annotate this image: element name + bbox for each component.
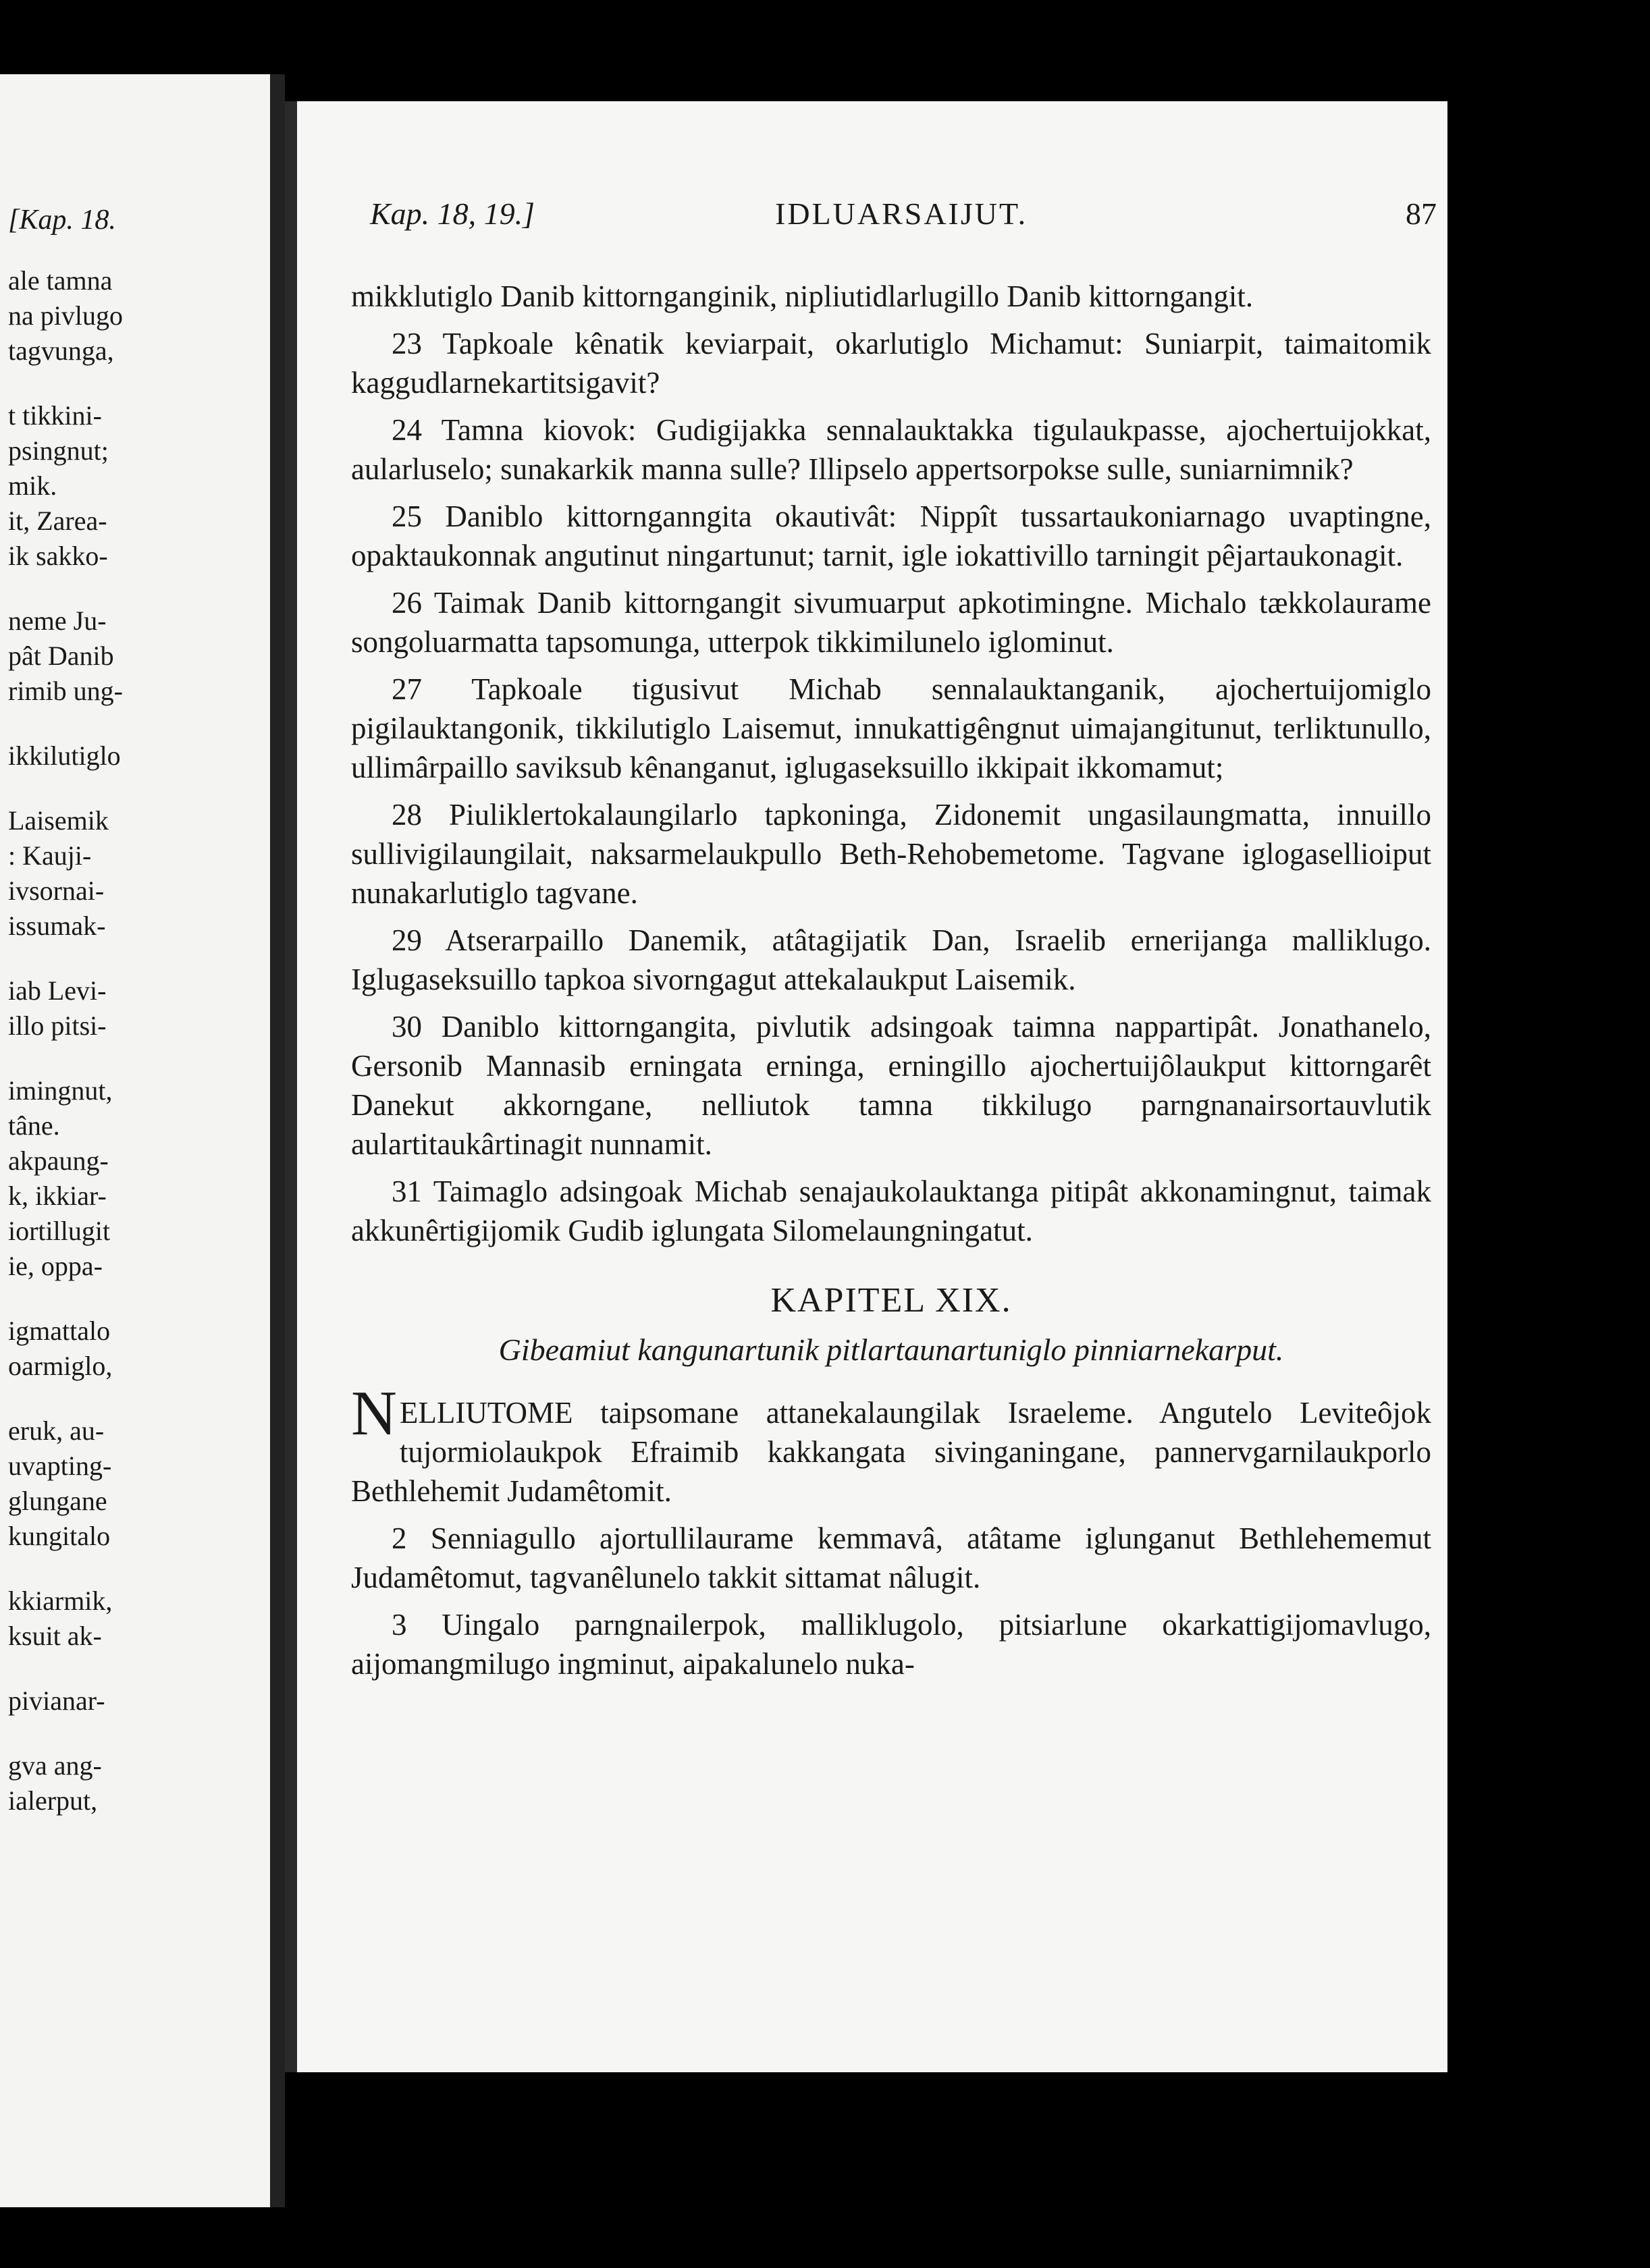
line-gap [8, 709, 177, 738]
left-line: psingnut; [8, 435, 109, 466]
verse-2: 2 Senniagullo ajortullilaurame kemmavâ, atâtame iglunganut Bethlehememut Judamêtomut, tagvanêlunelo takkit sittamat nâlugit. [351, 1521, 1431, 1594]
left-line: ialerput, [8, 1785, 98, 1816]
left-line: it, Zarea- [8, 506, 107, 536]
line-gap [8, 1284, 177, 1314]
left-line: ikkilutiglo [8, 740, 121, 771]
left-page-text [8, 202, 177, 1818]
left-line: pivianar- [8, 1685, 105, 1716]
line-gap [8, 369, 177, 398]
drop-cap: N [351, 1378, 397, 1449]
line-gap [8, 1554, 177, 1584]
line-gap [8, 574, 177, 603]
left-line: akpaung- [8, 1145, 109, 1176]
left-line: : Kauji- [8, 840, 92, 871]
left-line: neme Ju- [8, 605, 107, 636]
left-line: na pivlugo [8, 300, 123, 331]
left-line: ksuit ak- [8, 1621, 102, 1651]
left-page-lines [8, 263, 177, 1818]
line-gap [8, 1719, 177, 1748]
left-line: Laisemik [8, 805, 109, 836]
verse-24: 24 Tamna kiovok: Gudigijakka sennalauktakka tigulaukpasse, ajochertuijokkat, aularluselo; sunakarkik manna sulle? Illipselo appertsorpokse sulle, suniarnimnik? [351, 413, 1431, 486]
left-line: imingnut, [8, 1075, 113, 1106]
left-line: illo pitsi- [8, 1010, 107, 1041]
left-line: ik sakko- [8, 541, 108, 571]
line-gap [8, 774, 177, 803]
left-line: issumak- [8, 911, 106, 941]
verse-30: 30 Daniblo kittorngangita, pivlutik adsingoak taimna nappartipât. Jonathanelo, Gersonib Mannasib erningata erninga, erningillo ajochertuijôlaukput kittorngarêt Danekut akkorngane, nelliutok tamna tikkilugo parngnanairsortauvlutik aulartitaukârtinagit nunnamit. [351, 1010, 1431, 1161]
page-edge [285, 101, 297, 2072]
left-line: k, ikkiar- [8, 1181, 107, 1211]
line-gap [8, 1044, 177, 1073]
left-line: iortillugit [8, 1216, 111, 1246]
book-gutter [270, 74, 285, 2207]
chapter-title: KAPITEL XIX. [770, 1281, 1012, 1320]
left-line: mik. [8, 470, 57, 501]
left-line: iab Levi- [8, 975, 107, 1006]
running-header [370, 196, 1437, 236]
left-line: glungane [8, 1486, 107, 1516]
left-line: rimib ung- [8, 676, 123, 706]
left-line: eruk, au- [8, 1415, 105, 1446]
left-line: kungitalo [8, 1521, 111, 1551]
left-line: ivsornai- [8, 875, 105, 906]
page-number: 87 [1406, 196, 1437, 231]
left-line: gva ang- [8, 1750, 102, 1781]
verse-1-text: ELLIUTOME taipsomane attanekalaungilak Israeleme. Angutelo Leviteôjok tujormiolaukpok Efraimib kakkangata sivinganingane, pannervgarnilaukporlo Bethlehemit Judamêtomit. [351, 1396, 1431, 1508]
verse-27: 27 Tapkoale tigusivut Michab sennalauktanganik, ajochertuijomiglo pigilauktangonik, tikkilutiglo Laisemut, innukattigêngnut uimajangitunut, terliktunullo, ullimârpaillo saviksub kênanganut, iglugaseksuillo ikkipait ikkomamut; [351, 672, 1431, 784]
left-page-header: [Kap. 18. [8, 205, 116, 236]
left-line: t tikkini- [8, 400, 102, 431]
left-line: oarmiglo, [8, 1351, 113, 1381]
left-line: igmattalo [8, 1316, 111, 1346]
left-line: ie, oppa- [8, 1251, 103, 1281]
verse-3: 3 Uingalo parngnailerpok, malliklugolo, pitsiarlune okarkattigijomavlugo, aijomangmilugo ingminut, aipakalunelo nuka- [351, 1608, 1431, 1681]
verse-1 [351, 1378, 1431, 1511]
line-gap [8, 944, 177, 973]
verse-continuation: mikklutiglo Danib kittornganginik, nipliutidlarlugillo Danib kittorngangit. [351, 279, 1254, 313]
header-chapter-ref: Kap. 18, 19.] [370, 196, 535, 231]
verse-23: 23 Tapkoale kênatik keviarpait, okarlutiglo Michamut: Suniarpit, taimaitomik kaggudlarnekartitsigavit? [351, 327, 1431, 400]
line-gap [8, 1384, 177, 1413]
left-line: tagvunga, [8, 335, 114, 366]
chapter-summary: Gibeamiut kangunartunik pitlartaunartuniglo pinniarnekarput. [498, 1332, 1284, 1367]
left-page [0, 74, 270, 2207]
verse-31: 31 Taimaglo adsingoak Michab senajaukolauktanga pitipât akkonamingnut, taimak akkunêrtigijomik Gudib iglungata Silomelaungningatut. [351, 1174, 1431, 1247]
left-line: kkiarmik, [8, 1586, 113, 1616]
verse-25: 25 Daniblo kittornganngita okautivât: Nippît tussartaukoniarnago uvaptingne, opaktaukonnak angutinut ningartunut; tarnit, igle iokattivillo tarningit pêjartaukonagit. [351, 500, 1431, 572]
verse-26: 26 Taimak Danib kittorngangit sivumuarput apkotimingne. Michalo tækkolaurame songoluarmatta tapsomunga, utterpok tikkimilunelo iglominut. [351, 586, 1431, 659]
line-gap [8, 1654, 177, 1683]
left-line: tâne. [8, 1110, 60, 1141]
verse-28: 28 Piuliklertokalaungilarlo tapkoninga, Zidonemit ungasilaungmatta, innuillo sullivigilaungilait, naksarmelaukpullo Beth-Rehobemetome. Tagvane iglogasellioiput nunakarlutiglo tagvane. [351, 798, 1431, 910]
left-line: ale tamna [8, 265, 113, 296]
left-line: pât Danib [8, 641, 114, 671]
verse-29: 29 Atserarpaillo Danemik, atâtagijatik Dan, Israelib ernerijanga malliklugo. Iglugaseksuillo tapkoa sivorngagut attekalaukput Laisemik. [351, 923, 1431, 996]
page-body [351, 277, 1431, 1692]
header-title: IDLUARSAIJUT. [775, 196, 1028, 231]
left-line: uvapting- [8, 1451, 112, 1481]
